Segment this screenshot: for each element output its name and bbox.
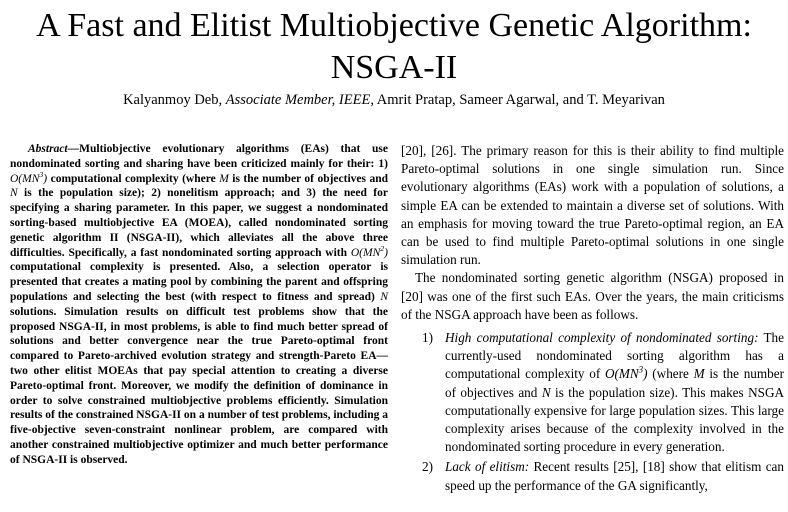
text-segment: is the number of objectives and (445, 366, 785, 400)
text-segment: solutions. Simulation results on difficult test problems show that the proposed NSGA-II, in most problems, is able to find much better spread of solutions and better convergence near the true Pareto-optimal front compared to Pareto-archived evolution strategy and strength-Pareto EA—two other elitist MOEAs that pay special attention to creating a diverse Pareto-optimal front. Moreover, we modify the definition of dominance in order to solve constrained multiobjective problems efficiently. Simulation results of the constrained NSGA-II on a number of test problems, including a five-objective seven-constraint nonlinear problem, are compared with another constrained multiobjective optimizer and much better performance of NSGA-II is observed. (10, 305, 388, 466)
text-segment: Kalyanmoy Deb, (123, 92, 226, 108)
list-item (401, 458, 784, 494)
text-segment: is the number of objectives and (228, 172, 388, 185)
text-segment: O(MN (350, 246, 381, 259)
text-segment: N (380, 290, 388, 303)
intro-paragraph-nsga (401, 269, 784, 324)
text-segment: computational complexity (where (47, 172, 220, 185)
paper-title-line2: NSGA-II (330, 49, 458, 86)
paper-title (0, 5, 788, 89)
text-segment: M (693, 366, 705, 382)
text-segment: 2 (380, 243, 385, 253)
text-segment: The nondominated sorting genetic algorithm (NSGA) proposed in [20] was one of the first such EAs. Over the years, the main criticisms of the NSGA approach have been as follows. (401, 270, 784, 322)
author-line (0, 91, 788, 109)
text-segment: (where (647, 366, 694, 382)
text-segment: Lack of elitism: (445, 459, 530, 475)
intro-paragraph-continuation (401, 142, 784, 269)
paper-title-line1: A Fast and Elitist Multiobjective Genetic Algorithm: (36, 7, 752, 44)
text-segment: N (10, 187, 18, 200)
text-segment: O(MN (10, 172, 40, 185)
list-item-text (445, 458, 784, 494)
text-segment: is the population size). This makes NSGA computationally expensive for large population sizes. This large complexity arises because of the complexity involved in the nondominated sorting procedure in every generation. (445, 384, 784, 455)
left-column (10, 142, 388, 495)
text-segment: is the population size); 2) nonelitism approach; and 3) the need for specifying a sharing parameter. In this paper, we suggest a nondominated sorting-based multiobjective EA (MOEA), called nondominated sorting genetic algorithm II (NSGA-II), which alleviates all the above three difficulties. Specifically, a fast nondominated sorting approach with (10, 187, 388, 259)
paper-header (0, 0, 788, 109)
text-segment: Abstract— (28, 143, 80, 155)
text-segment: ) (643, 366, 648, 382)
abstract-paragraph (10, 142, 388, 468)
list-item-text (445, 329, 784, 456)
list-item (401, 329, 784, 456)
text-segment: Recent results [25], [18] show that elitism can speed up the performance of the GA significantly, (445, 459, 784, 493)
text-segment: computational complexity is presented. Also, a selection operator is presented that creates a mating pool by combining the parent and offspring populations and selecting the best (with respect to fitness and spread) (10, 261, 388, 303)
text-segment: 3 (39, 169, 44, 179)
list-item-number: 1) (422, 330, 433, 346)
text-segment: Multiobjective evolutionary algorithms (EAs) that use nondominated sorting and sharing have been criticized mainly for their: 1) (10, 143, 388, 170)
text-segment: [20], [26]. The primary reason for this is their ability to find multiple Pareto-optimal solutions in one single simulation run. Since evolutionary algorithms (EAs) work with a population of solutions, a simple EA can be extended to maintain a diverse set of solutions. With an emphasis for moving toward the true Pareto-optimal region, an EA can be used to find multiple Pareto-optimal solutions in one single simulation run. (401, 143, 784, 268)
list-item-number: 2) (422, 459, 433, 475)
text-segment: , Amrit Pratap, Sameer Agarwal, and T. Meyarivan (370, 92, 665, 108)
text-segment: N (541, 384, 551, 400)
text-segment: Associate Member, IEEE (225, 92, 371, 108)
right-column (401, 142, 784, 495)
text-segment: 3 (638, 365, 644, 376)
text-segment: O(MN (604, 366, 639, 382)
two-column-body (0, 142, 788, 495)
text-segment: The currently-used nondominated sorting algorithm has a computational complexity of (445, 330, 784, 382)
criticism-list (401, 329, 784, 495)
text-segment: ) (384, 246, 388, 259)
text-segment: M (219, 172, 229, 185)
text-segment: High computational complexity of nondominated sorting: (445, 330, 759, 346)
text-segment: ) (43, 172, 48, 185)
